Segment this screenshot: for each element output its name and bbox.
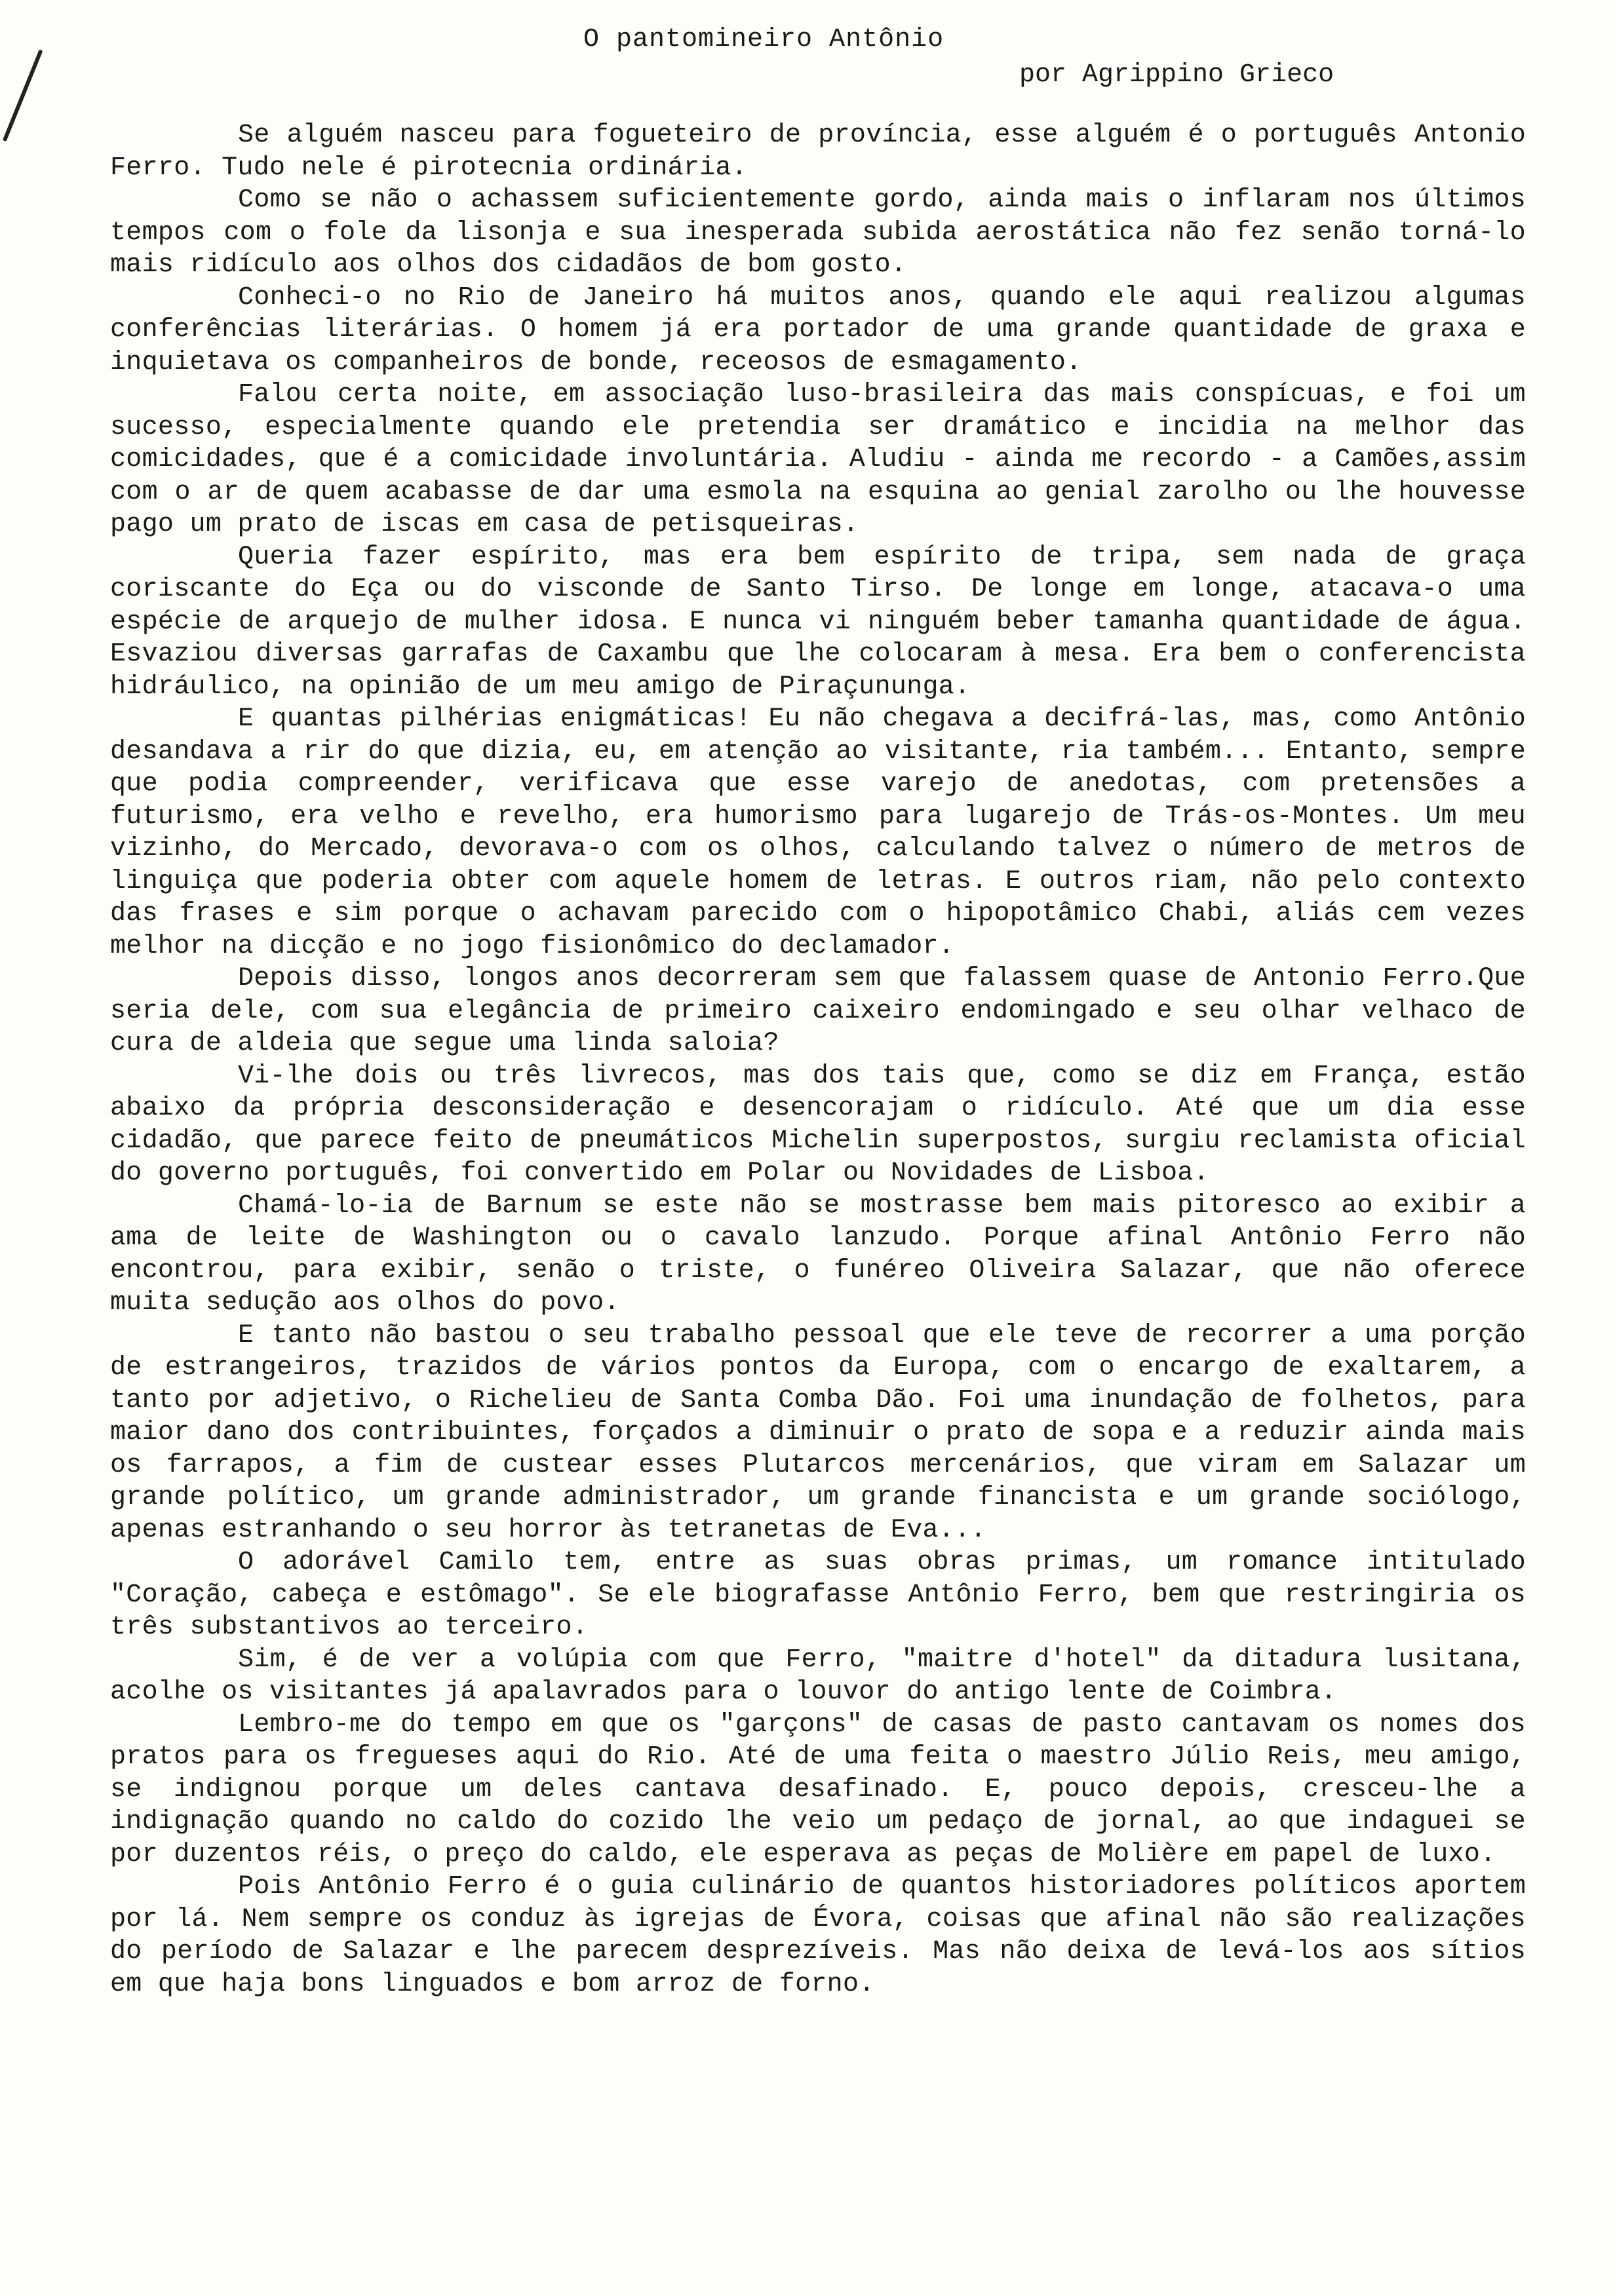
paragraph: Falou certa noite, em associação luso-brasileira das mais conspícuas, e foi um sucesso, especialmente quando ele pretendia ser dramático e incidia na melhor das comicidades, que é a comicidade involuntária. Aludiu - ainda me recordo - a Camões,assim com o ar de quem acabasse de dar uma esmola na esquina ao genial zarolho ou lhe houvesse pago um prato de iscas em casa de petisqueiras.: [110, 380, 1526, 539]
paragraph: Se alguém nasceu para fogueteiro de província, esse alguém é o português Antonio Ferro. Tudo nele é pirotecnia ordinária.: [110, 121, 1526, 183]
paragraph: E tanto não bastou o seu trabalho pessoal que ele teve de recorrer a uma porção de estrangeiros, trazidos de vários pontos da Europa, com o encargo de exaltarem, a tanto por adjetivo, o Richelieu de Santa Comba Dão. Foi uma inundação de folhetos, para maior dano dos contribuintes, forçados a diminuir o prato de sopa e a reduzir ainda mais os farrapos, a fim de custear esses Plutarcos mercenários, que viram em Salazar um grande político, um grande administrador, um grande financista e um grande sociólogo, apenas estranhando o seu horror às tetranetas de Eva...: [110, 1320, 1526, 1545]
paragraph: Vi-lhe dois ou três livrecos, mas dos tais que, como se diz em França, estão abaixo da própria desconsideração e desencorajam o ridículo. Até que um dia esse cidadão, que parece feito de pneumáticos Michelin superpostos, surgiu reclamista oficial do governo português, foi convertido em Polar ou Novidades de Lisboa.: [110, 1061, 1526, 1188]
paragraph: Conheci-o no Rio de Janeiro há muitos anos, quando ele aqui realizou algumas conferências literárias. O homem já era portador de uma grande quantidade de graxa e inquietava os companheiros de bonde, receosos de esmagamento.: [110, 282, 1526, 377]
paragraph: Depois disso, longos anos decorreram sem que falassem quase de Antonio Ferro.Que seria dele, com sua elegância de primeiro caixeiro endomingado e seu olhar velhaco de cura de aldeia que segue uma linda saloia?: [110, 964, 1526, 1058]
document-title: O pantomineiro Antônio: [583, 25, 944, 54]
paragraph: Chamá-lo-ia de Barnum se este não se mostrasse bem mais pitoresco ao exibir a ama de leite de Washington ou o cavalo lanzudo. Porque afinal Antônio Ferro não encontrou, para exibir, senão o triste, o funéreo Oliveira Salazar, que não oferece muita sedução aos olhos do povo.: [110, 1191, 1526, 1318]
paragraph: Pois Antônio Ferro é o guia culinário de quantos historiadores políticos aportem por lá. Nem sempre os conduz às igrejas de Évora, coisas que afinal não são realizações do período de Salazar e lhe parecem desprezíveis. Mas não deixa de levá-los aos sítios em que haja bons linguados e bom arroz de forno.: [110, 1872, 1526, 1999]
document-body: [110, 119, 1526, 2000]
paragraph: Sim, é de ver a volúpia com que Ferro, "maitre d'hotel" da ditadura lusitana, acolhe os visitantes já apalavrados para o louvor do antigo lente de Coimbra.: [110, 1645, 1526, 1707]
paragraph: Queria fazer espírito, mas era bem espírito de tripa, sem nada de graça coriscante do Eça ou do visconde de Santo Tirso. De longe em longe, atacava-o uma espécie de arquejo de mulher idosa. E nunca vi ninguém beber tamanha quantidade de água. Esvaziou diversas garrafas de Caxambu que lhe colocaram à mesa. Era bem o conferencista hidráulico, na opinião de um meu amigo de Piraçununga.: [110, 542, 1526, 702]
paragraph: O adorável Camilo tem, entre as suas obras primas, um romance intitulado "Coração, cabeça e estômago". Se ele biografasse Antônio Ferro, bem que restringiria os três substantivos ao terceiro.: [110, 1548, 1526, 1642]
paragraph: Lembro-me do tempo em que os "garçons" de casas de pasto cantavam os nomes dos pratos para os fregueses aqui do Rio. Até de uma feita o maestro Júlio Reis, meu amigo, se indignou porque um deles cantava desafinado. E, pouco depois, cresceu-lhe a indignação quando no caldo do cozido lhe veio um pedaço de jornal, ao que indaguei se por duzentos réis, o preço do caldo, ele esperava as peças de Molière em papel de luxo.: [110, 1710, 1526, 1869]
handwritten-slash-mark: [3, 49, 43, 142]
paragraph: E quantas pilhérias enigmáticas! Eu não chegava a decifrá-las, mas, como Antônio desandava a rir do que dizia, eu, em atenção ao visitante, ria também... Entanto, sempre que podia compreender, verificava que esse varejo de anedotas, com pretensões a futurismo, era velho e revelho, era humorismo para lugarejo de Trás-os-Montes. Um meu vizinho, do Mercado, devorava-o com os olhos, calculando talvez o número de metros de linguiça que poderia obter com aquele homem de letras. E outros riam, não pelo contexto das frases e sim porque o achavam parecido com o hipopotâmico Chabi, aliás cem vezes melhor na dicção e no jogo fisionômico do declamador.: [110, 704, 1526, 961]
paragraph: Como se não o achassem suficientemente gordo, ainda mais o inflaram nos últimos tempos com o fole da lisonja e sua inesperada subida aerostática não fez senão torná-lo mais ridículo aos olhos dos cidadãos de bom gosto.: [110, 185, 1526, 280]
document-author: por Agrippino Grieco: [1019, 60, 1334, 90]
